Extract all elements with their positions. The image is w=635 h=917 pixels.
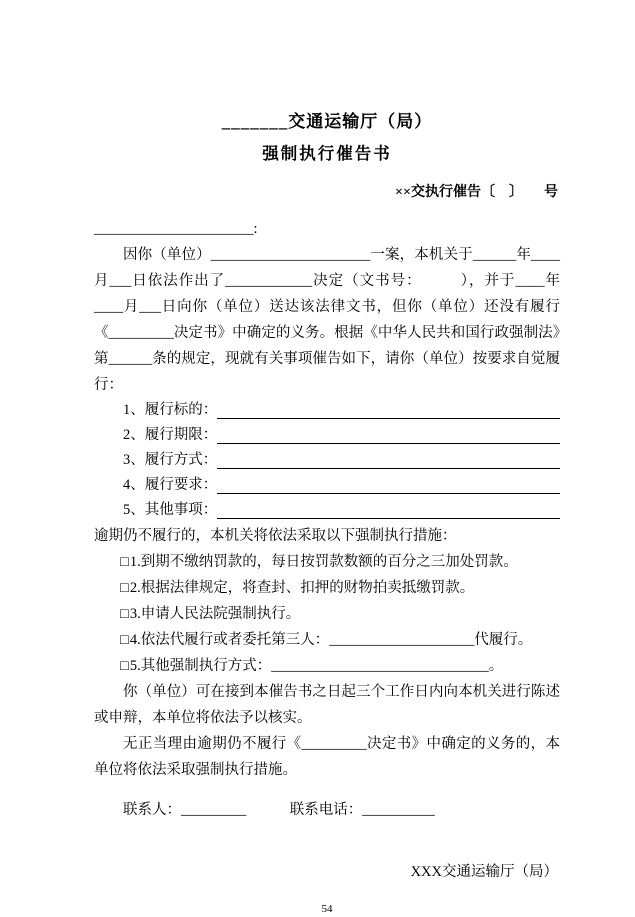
item-label: 4、履行要求： <box>123 477 218 493</box>
item-label: 1、履行标的： <box>123 402 218 418</box>
signature-org: XXX交通运输厅（局） <box>410 864 558 880</box>
checkbox-icon: □ <box>120 606 129 622</box>
measure-item-other <box>120 653 560 679</box>
measure-text: 2.根据法律规定，将查封、扣押的财物拍卖抵缴罚款。 <box>129 580 475 596</box>
list-item-performance-deadline <box>123 423 560 448</box>
list-item-performance-method <box>123 448 560 473</box>
checkbox-icon: □ <box>120 632 129 648</box>
measure-item-auction <box>120 575 560 601</box>
measure-text: 1.到期不缴纳罚款的，每日按罚款数额的百分之三加处罚款。 <box>129 554 518 570</box>
item-label: 5、其他事项： <box>123 502 218 518</box>
measure-text: 5.其他强制执行方式：______________________________。 <box>129 658 504 674</box>
document-number: ××交执行催告〔 〕 号 <box>395 185 558 200</box>
list-item-performance-target <box>123 398 560 423</box>
measure-item-third-party <box>120 627 560 653</box>
blank-underline <box>217 473 560 494</box>
checkbox-icon: □ <box>120 554 129 570</box>
paragraph-statement-rights: 你（单位）可在接到本催告书之日起三个工作日内向本机关进行陈述或申辩，本单位将依法予以核实。 <box>94 684 560 726</box>
contact-info: 联系人：_________ 联系电话：__________ <box>123 802 435 818</box>
checkbox-icon: □ <box>120 580 129 596</box>
page-number: 54 <box>321 903 333 915</box>
measure-text: 3.申请人民法院强制执行。 <box>129 606 301 622</box>
measure-text: 4.依法代履行或者委托第三人：____________________代履行。 <box>129 632 533 648</box>
blank-underline <box>217 398 560 419</box>
salutation-blank: ______________________: <box>94 221 258 237</box>
checkbox-icon: □ <box>120 658 129 674</box>
measures-intro: 逾期仍不履行的，本机关将依法采取以下强制执行措施： <box>94 528 457 544</box>
document-title: 强制执行催告书 <box>262 144 392 163</box>
measure-item-fine <box>120 549 560 575</box>
blank-underline <box>217 498 560 519</box>
paragraph-case-intro: 因你（单位）______________________一案，本机关于______年____月___日依法作出了____________决定（文书号： ），并于____年____月___日向你（单位）送达该法律文书，但你（单位）还没有履行《_________决定书》中确定的义务。根据《中华人民共和国行政强制法》第______条的规定，现就有关事项催告如下，请你（单位）按要求自觉履行： <box>94 247 560 393</box>
item-label: 3、履行方式： <box>123 452 218 468</box>
blank-underline <box>217 423 560 444</box>
blank-underline <box>217 448 560 469</box>
list-item-performance-requirement <box>123 473 560 498</box>
measure-item-court <box>120 601 560 627</box>
paragraph-enforcement-warning: 无正当理由逾期仍不履行《_________决定书》中确定的义务的，本单位将依法采取强制执行措施。 <box>94 736 560 778</box>
item-label: 2、履行期限： <box>123 427 218 443</box>
list-item-other-matters <box>123 498 560 523</box>
document-org-title: _______交通运输厅（局） <box>221 112 433 131</box>
